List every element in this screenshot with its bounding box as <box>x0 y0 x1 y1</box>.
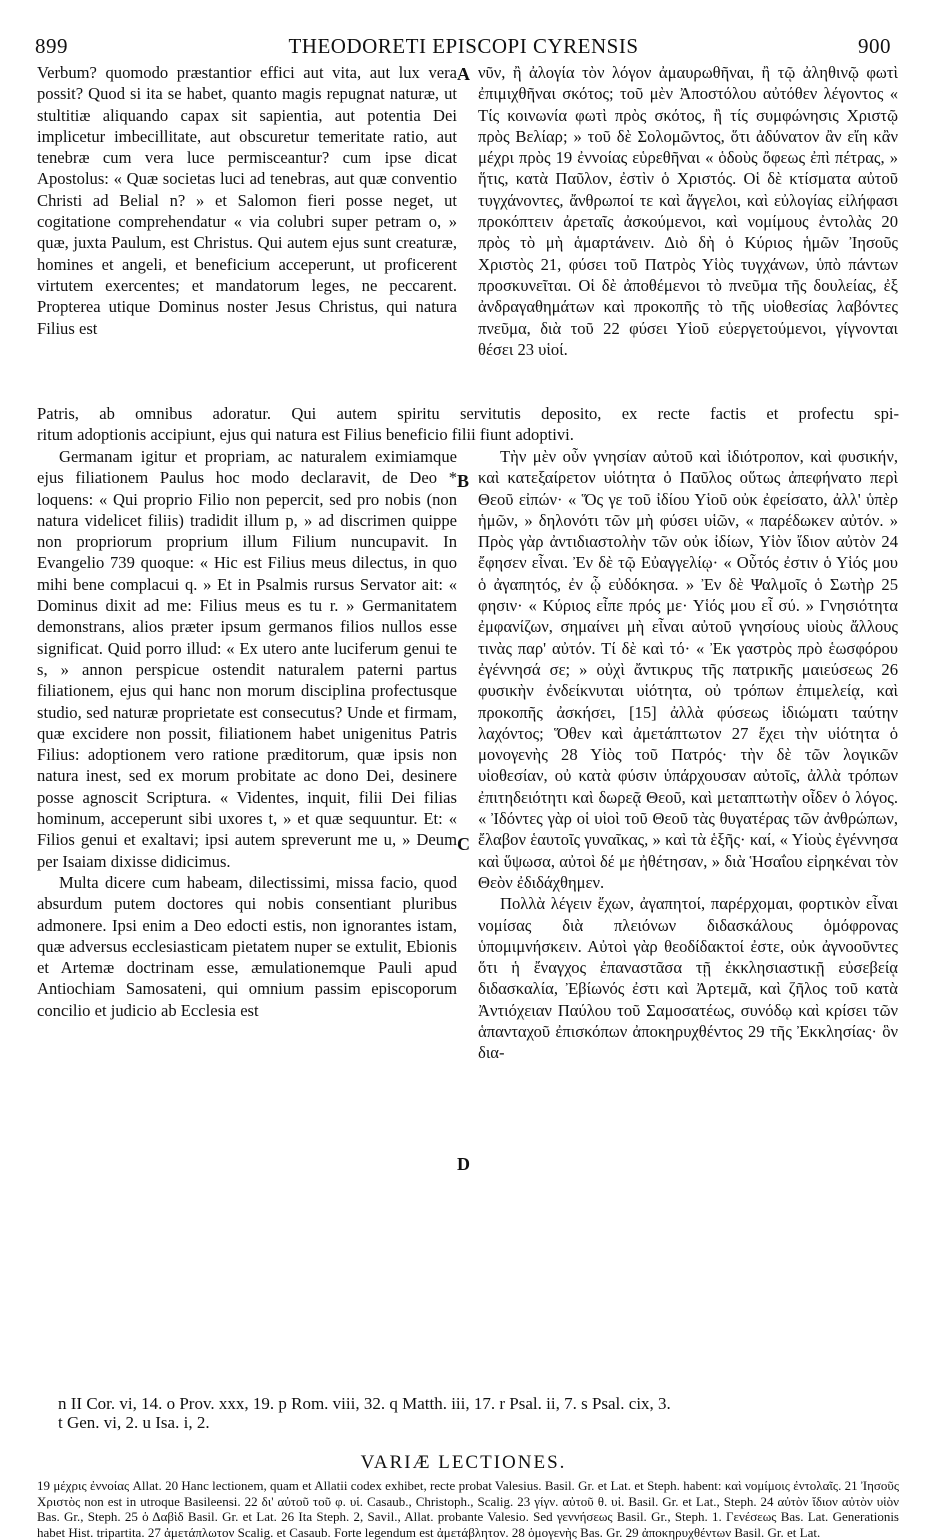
full-width-line-2: ritum adoptionis accipiunt, ejus qui natura est Filius beneficio filii fiunt adoptivi. <box>37 425 574 445</box>
margin-letter-b: B <box>457 471 470 491</box>
greek-paragraph-2: Πολλὰ λέγειν ἔχων, ἀγαπητοί, παρέρχομαι, φορτικὸν εἶναι νομίσας διὰ πλειόνων διδασκάλους ὁμόφρονας ὑπομιμνήσκειν. Αὐτοὶ γὰρ θεοδίδακτοί ἐστε, οὐκ ἀγνοοῦντες ὅτι ἡ ἔναγχος ἐπαναστᾶσα τῇ ἐκκλησιαστικῇ εὐσεβείᾳ διδασκαλία, Ἐβίωνός ἐστι καὶ Ἀρτεμᾶ, καὶ ζῆλος τοῦ κατὰ Ἀντιόχειαν Παύλου τοῦ Σαμοσατέως, συνόδῳ καὶ κρίσει τῶν ἁπανταχοῦ ἐπισκόπων ἀποκηρυχθέντος 29 τῆς Ἐκκλησίας· ὃν δια- <box>478 894 898 1063</box>
latin-column-top <box>37 62 457 339</box>
footnotes <box>58 1394 908 1432</box>
greek-column-top <box>478 62 898 360</box>
right-page-number: 900 <box>858 34 891 58</box>
full-width-lines <box>37 403 899 446</box>
latin-paragraph-1: Germanam igitur et propriam, ac naturalem eximiamque ejus filiationem Paulus hoc modo declaravit, de Deo * loquens: « Qui proprio Filio non pepercit, sed pro nobis (non natura videlicet filiis) tradidit illum p, » ad discrimen quippe non propriorum proprium illum Filium nuncupavit. In Evangelio 739 quoque: « Hic est Filius meus dilectus, in quo mihi bene complacui q. » Et in Psalmis rursus Servator ait: « Dominus dixit ad me: Filius meus es tu r. » Germanitatem demonstrans, alios præter ipsum germanos filios nullos esse significat. Quid porro illud: « Ex utero ante luciferum genui te s, » annon perspicue ostendit naturalem paterni partus filiationem, ejus qui hanc non morum disciplina profectusque studio, sed naturæ proprietate est consecutus? Unde et firmam, quæ excidere non possit, filiationem habet unigenitus Patris Filius: adoptionem vero ratione præditorum, quæ ipsis non natura inest, sed ex morum probitate ac dono Dei, desinere posse agnoscit Scriptura. « Videntes, inquit, filii Dei filias hominum, acceperunt sibi uxores t, » et quæ sequuntur. Et: « Filios genui et exaltavi; ipsi autem spreverunt me u, » Deum per Isaiam dixisse didicimus. <box>37 447 457 871</box>
page-header <box>0 34 927 60</box>
latin-paragraph-top: Verbum? quomodo præstantior effici aut vita, aut lux vera possit? Quod si ita se habet, quanto magis repugnat naturæ, ut stultitiæ aliquando capax sit sapientia, aut potentia Dei implicetur imbecillitate, aut obscuretur temeritate ratio, aut tenebræ cum vera luce permisceantur? cum ipse dicat Apostolus: « Quæ societas luci ad tenebras, aut quæ conventio Christi ad Belial n? » et Salomon fieri posse neget, ut cogitatione comprehendatur « via colubri super petram o, » quæ, juxta Paulum, est Christus. Qui autem ejus sunt creaturæ, homines et angeli, et beneficium acceperunt, ut proficerent virtutem exercentes; et mandatorum leges, ne peccarent. Propterea utique Dominus noster Jesus Christus, qui natura Filius est <box>37 63 457 338</box>
running-title: THEODORETI EPISCOPI CYRENSIS <box>288 34 639 58</box>
latin-paragraph-2: Multa dicere cum habeam, dilectissimi, missa facio, quod absurdum putem doctores qui nobis consentiant pluribus admonere. Ipsi enim a Deo edocti estis, non ignorantes istam, quæ adversus ecclesiasticam pietatem nuper se extulit, Ebionis et Artemæ doctrinam esse, æmulationemque Pauli apud Antiochiam Samosateni, qui omnium passim episcoporum concilio et judicio ab Ecclesia est <box>37 872 457 1020</box>
greek-paragraph-top: νῦν, ἢ ἀλογία τὸν λόγον ἀμαυρωθῆναι, ἢ τῷ ἀληθινῷ φωτὶ ἐπιμιχθῆναι σκότος; τοῦ μὲν Ἀποστόλου αὐτόθεν λέγοντος « Τίς κοινωνία φωτὶ πρὸς σκότος, ἢ τίς συμφώνησις Χριστῷ πρὸς Βελίαρ; » τοῦ δὲ Σολομῶντος, ὅτι ἀδύνατον ἂν εἴη κἂν μέχρι πρὸς 19 ἐννοίας εὑρεθῆναι « ὁδοὺς ὄφεως ἐπὶ πέτρας, » ἥτις, κατὰ Παῦλον, ἐστὶν ὁ Χριστός. Οἱ δὲ κτίσματα αὐτοῦ τυγχάνοντες, ἄνθρωποί τε καὶ ἄγγελοι, καὶ εὐλογίας εἰλήφασι προκόπτειν ἀρεταῖς ἀσκούμενοι, καὶ νομίμους ἐντολὰς 20 πρὸς τὸ μὴ ἁμαρτάνειν. Διὸ δὴ ὁ Κύριος ἡμῶν Ἰησοῦς Χριστὸς 21, φύσει τοῦ Πατρὸς Υἱὸς τυγχάνων, ὑπὸ πάντων προσκυνεῖται. Οἱ δὲ ἀποθέμενοι τὸ πνεῦμα τῆς δουλείας, ἐξ ἀνδραγαθημάτων καὶ προκοπῆς τὸ τῆς υἱοθεσίας λαβόντες πνεῦμα, διὰ τοῦ 22 φύσει Υἱοῦ εὐεργετούμενοι, γίγνονται θέσει 23 υἱοί. <box>478 63 898 359</box>
footnote-line-1: n II Cor. vi, 14. o Prov. xxx, 19. p Rom. viii, 32. q Matth. iii, 17. r Psal. ii, 7. s Psal. cix, 3. <box>58 1394 671 1413</box>
full-width-line-1: Patris, ab omnibus adoratur. Qui autem spiritu servitutis deposito, ex recte factis et profectu spi- <box>37 404 899 423</box>
margin-letter-a: A <box>457 64 470 84</box>
left-page-number: 899 <box>35 34 68 58</box>
greek-paragraph-1: Τὴν μὲν οὖν γνησίαν αὐτοῦ καὶ ἰδιότροπον, καὶ φυσικήν, καὶ κατεξαίρετον υἱότητα ὁ Παῦλος οὕτως ἀπεφήνατο περὶ Θεοῦ εἰπών· « Ὅς γε τοῦ ἰδίου Υἱοῦ οὐκ ἐφείσατο, ἀλλ' ὑπὲρ ἡμῶν, » δηλονότι τῶν μὴ φύσει υἱῶν, « παρέδωκεν αὐτόν. » Πρὸς γὰρ ἀντιδιαστολὴν τῶν οὐκ ἰδίων, Υἱὸν ἴδιον αὐτὸν 24 ἔφησεν εἶναι. Ἐν δὲ τῷ Εὐαγγελίῳ· « Οὗτός ἐστιν ὁ Υἱός μου ὁ ἀγαπητός, ἐν ᾧ εὐδόκησα. » Ἐν δὲ Ψαλμοῖς ὁ Σωτὴρ 25 φησιν· « Κύριος εἶπε πρός με· Υἱός μου εἶ σύ. » Γνησιότητα ἐμφανίζων, σημαίνει μὴ εἶναι αὐτοῦ γνησίους υἱοὺς ἄλλους τινὰς παρ' αὐτόν. Τί δὲ καὶ τό· « Ἐκ γαστρὸς πρὸ ἑωσφόρου ἐγέννησά σε; » οὐχὶ ἄντικρυς τῆς πατρικῆς μαιεύσεως 26 φυσικὴν ἐνδείκνυται υἱότητα, οὐ τρόπων ἐπιμελείᾳ, καὶ προκοπῆς ἀσκήσει, [15] ἀλλὰ φύσεως ἰδιώματι ταύτην λαχόντος; Ὅθεν καὶ ἀμετάπτωτον 27 ἔχει τὴν υἱότητα ὁ μονογενὴς 28 Υἱὸς τοῦ Πατρός· τὴν δὲ τῶν λογικῶν υἱοθεσίαν, οὐ κατὰ φύσιν ὑπάρχουσαν αὐτοῖς, ἀλλὰ τρόπων ἐπιτηδειότητι καὶ δωρεᾷ Θεοῦ, καὶ μεταπτωτὴν οἶδεν ὁ λόγος. « Ἰδόντες γὰρ οἱ υἱοὶ τοῦ Θεοῦ τὰς θυγατέρας τῶν ἀνθρώπων, ἔλαβον ἑαυτοῖς γυναῖκας, » καὶ τὰ ἑξῆς· καί, « Υἱοὺς ἐγέννησα καὶ ὕψωσα, αὐτοὶ δέ με ἠθέτησαν, » διὰ Ἡσαΐου εἰρηκέναι τὸν Θεὸν ἐδιδάχθημεν. <box>478 447 898 892</box>
greek-column-bottom <box>478 446 898 1064</box>
footnote-line-2: t Gen. vi, 2. u Isa. i, 2. <box>58 1413 210 1432</box>
margin-letter-c: C <box>457 834 470 854</box>
variae-lectiones-title: VARIÆ LECTIONES. <box>360 1452 567 1473</box>
latin-column-bottom <box>37 446 457 1021</box>
margin-letter-d: D <box>457 1154 470 1174</box>
variae-lectiones-text: 19 μέχρις ἐννοίας Allat. 20 Hanc lectionem, quam et Allatii codex exhibet, recte probat Valesius. Basil. Gr. et Lat. et Steph. habent: καὶ νομίμοις ἐντολαῖς. 21 Ἰησοῦς Χριστὸς non est in utroque Basileensi. 22 δι' αὐτοῦ τοῦ φ. υἱ. Casaub., Christoph., Scalig. 23 γίγν. αὐτοῦ θ. υἱ. Basil. Gr. et Lat., Steph. 24 αὐτὸν ἴδιον αὐτὸν υἱὸν Bas. Gr., Steph. 25 ὁ Δαβὶδ Basil. Gr. et Lat. 26 Ita Steph. 2, Savil., Allat. probante Valesio. Sed γεννήσεως Basil. Gr., Steph. 1. Γενέσεως Bas. Lat. Generationis habet Hist. tripartita. 27 ἀμετάπλωτον Scalig. et Casaub. Forte legendum est ἀμετάβλητον. 28 ὁμογενὴς Bas. Gr. 29 ἀποκηρυχθέντων Basil. Gr. et Lat. <box>37 1478 899 1540</box>
